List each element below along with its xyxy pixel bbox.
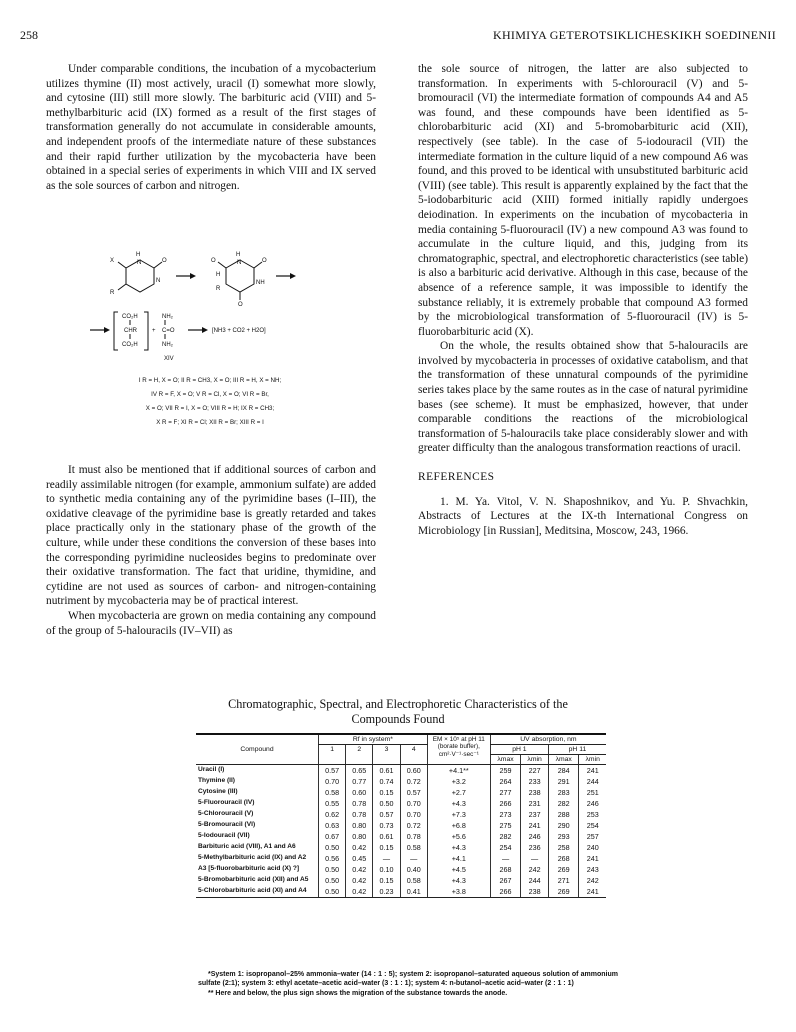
table-cell: 264 [490,776,520,787]
table-row [196,831,606,842]
footnote: *System 1: isopropanol–25% ammonia–water (14 : 1 : 5); system 2: isopropanol–saturated aqueous solution of ammonium sulfate (2:1); system 3: ethyl acetate–acetic acid–water (3 : 1 : 1); system 4: n-butanol–acetic acid–water (2 : 1 : 1) [198,971,618,988]
column-header: 1 [319,745,346,765]
table-cell: 238 [521,787,549,798]
svg-text:CO₂H: CO₂H [122,342,138,348]
table-cell: 0.63 [319,820,346,831]
table-cell: +2.7 [427,787,490,798]
column-header: λmin [579,755,606,765]
table-cell: 267 [490,875,520,886]
svg-text:R: R [216,286,221,292]
scheme-caption: IV R = F, X = O; V R = Cl, X = O; VI R = Br, [151,391,269,398]
table-cell: 244 [579,776,606,787]
column-header: 2 [346,745,373,765]
table-cell: 0.60 [400,765,427,777]
table-row [196,798,606,809]
table-cell: 0.55 [319,798,346,809]
table-cell: 275 [490,820,520,831]
svg-text:N: N [237,260,242,266]
table-row [196,809,606,820]
table-cell: 253 [579,809,606,820]
table-cell: 236 [521,842,549,853]
table-cell: 291 [548,776,578,787]
table-cell: — [400,853,427,864]
left-column-top [46,62,376,193]
table-cell: 0.45 [346,853,373,864]
paragraph: Under comparable conditions, the incubation of a mycobacterium utilizes thymine (II) most actively, uracil (I) somewhat more slowly, and cytosine (III) still more slowly. The barbituric acid (VIII) and 5-methylbarbituric acid (IX) formed as a result of the first stages of transformation generally do not accumulate in considerable amounts, and independent proofs of the intermediate nature of these substances and their rapid further utilization by the mycobacteria have been obtained in a special series of experiments in which VIII and IX served as the sole sources of carbon and nitrogen. [46,63,376,192]
scheme-caption: X = O; VII R = I, X = O; VIII R = H; IX R = CH3; [145,405,275,412]
table-cell: 5-Bromobarbituric acid (XII) and A5 [198,876,309,883]
table-cell: 0.67 [319,831,346,842]
paragraph: When mycobacteria are grown on media containing any compound of the group of 5-halouracils (IV–VII) as [46,609,376,637]
paragraph: It must also be mentioned that if additional sources of carbon and readily assimilable nitrogen (for example, ammonium sulfate) are added to synthetic media containing any of the pyrimidine bases (I–III), the oxidative cleavage of the pyrimidine base is greatly retarded and takes place practically only in the stationary phase of the growth of the culture, while under these conditions the conversion of these bases into the corresponding pyrimidine nucleosides begins to predominate over their oxidative transformation. The fact that uridine, thymidine, and cytidine are not used as sources of carbon- and nitrogen-containing nutriment by mycobacteria may be of practical interest. [46,464,376,608]
table-cell: 246 [579,798,606,809]
svg-text:O: O [238,302,243,308]
table-cell: 284 [548,765,578,777]
table-cell: 277 [490,787,520,798]
table-cell: 5-Methylbarbituric acid (IX) and A2 [198,854,307,861]
intermediate-label: XIV [164,356,174,362]
table-cell: 240 [579,842,606,853]
table-cell: 5-Bromouracil (VI) [198,821,256,828]
svg-text:O: O [162,258,167,264]
svg-text:R: R [110,290,115,296]
table-cell: 0.42 [346,886,373,898]
table-cell: 0.74 [373,776,400,787]
column-header: Rf in system* [319,734,428,745]
svg-text:NH: NH [256,280,265,286]
table-cell: 0.57 [400,787,427,798]
table-row [196,875,606,886]
data-table [196,733,606,898]
table-cell: Cytosine (III) [198,788,238,795]
table-cell: +3.8 [427,886,490,898]
table-cell: 269 [548,886,578,898]
table-cell: 243 [579,864,606,875]
references-heading: REFERENCES [418,471,495,484]
column-header: Compound [196,734,319,765]
table-cell: 241 [579,886,606,898]
table-cell: 0.80 [346,820,373,831]
table-cell: 0.50 [319,842,346,853]
table-cell: 0.56 [319,853,346,864]
table-cell: +4.3 [427,875,490,886]
table-cell: 0.50 [319,875,346,886]
table-cell: 0.15 [373,842,400,853]
column-header: UV absorption, nm [490,734,606,745]
table-cell: Thymine (II) [198,777,235,784]
table-cell: 0.72 [400,776,427,787]
column-header: λmax [548,755,578,765]
column-header: λmin [521,755,549,765]
table-cell: +4.3 [427,842,490,853]
reaction-scheme [40,246,380,446]
table-cell: 0.42 [346,875,373,886]
svg-text:H: H [216,272,221,278]
table-cell: 0.57 [319,765,346,777]
scheme-caption: X R = F; XI R = Cl; XII R = Br; XIII R = I [156,419,264,426]
table-cell: 282 [490,831,520,842]
table-cell: 227 [521,765,549,777]
table-cell: 0.73 [373,820,400,831]
table-cell: 5-Fluorouracil (IV) [198,799,255,806]
table-cell: 0.42 [346,864,373,875]
table-cell: 0.65 [346,765,373,777]
column-header: 3 [373,745,400,765]
svg-text:N: N [137,260,142,266]
right-column [418,62,748,538]
table-cell: 0.10 [373,864,400,875]
table-cell: 0.40 [400,864,427,875]
table-cell: +5.6 [427,831,490,842]
table-cell: 0.57 [373,809,400,820]
table-cell: 258 [548,842,578,853]
table-cell: 0.78 [346,809,373,820]
table-cell: 231 [521,798,549,809]
table-row [196,853,606,864]
journal-title: KHIMIYA GETEROTSIKLICHESKIKH SOEDINENII [492,28,776,42]
table-cell: +6.8 [427,820,490,831]
table-cell: A3 [5-fluorobarbituric acid (X) ?] [198,865,300,872]
table-cell: 0.70 [400,798,427,809]
table-cell: 0.50 [373,798,400,809]
left-column-bottom [46,463,376,638]
table-cell: 237 [521,809,549,820]
table-cell: 257 [579,831,606,842]
table-cell: 0.15 [373,875,400,886]
table-cell: — [490,853,520,864]
svg-text:CHR: CHR [124,328,137,334]
page-header [20,28,776,44]
table-cell: Barbituric acid (VIII), A1 and A6 [198,843,296,850]
table-cell: 266 [490,886,520,898]
table-cell: 254 [579,820,606,831]
table-cell: 0.42 [346,842,373,853]
table-cell: 259 [490,765,520,777]
table-cell: 0.80 [346,831,373,842]
table-cell: 0.60 [346,787,373,798]
table-cell: 0.77 [346,776,373,787]
table-cell: 0.72 [400,820,427,831]
scheme-product: [NH3 + CO2 + H2O] [212,328,266,334]
paragraph: On the whole, the results obtained show that 5-halouracils are involved by mycobacteria in processes of oxidative catabolism, and that the transformation of these unnatural compounds of the pyrimidine series takes place by the same routes as in the case of natural pyrimidine bases (see scheme). It must be emphasized, however, that under comparable conditions the reactions of the microbiological transformation of 5-halouracils take place considerably slower and with greater difficulty than the analogous transformation reactions of uracil. [418,340,748,455]
table-cell: 241 [579,765,606,777]
table-cell: — [373,853,400,864]
table-cell: 242 [579,875,606,886]
page-number: 258 [20,28,38,42]
table-cell: 251 [579,787,606,798]
table-cell: 0.50 [319,864,346,875]
svg-text:N: N [156,278,161,284]
table-cell: +7.3 [427,809,490,820]
column-header: 4 [400,745,427,765]
table-title: Chromatographic, Spectral, and Electrophoretic Characteristics of the Compounds Found [228,697,568,726]
column-header: EM × 10⁵ at pH 11 (borate buffer), cm²·V⁻¹·sec⁻¹ [427,734,490,765]
table-cell: — [521,853,549,864]
svg-text:H: H [236,252,241,258]
table-cell: 0.58 [319,787,346,798]
table-footnotes [198,970,618,998]
table-cell: 244 [521,875,549,886]
table-cell: 233 [521,776,549,787]
table-row [196,776,606,787]
table-cell: +4.5 [427,864,490,875]
table-cell: 290 [548,820,578,831]
table-cell: 241 [579,853,606,864]
reference-item: 1. M. Ya. Vitol, V. N. Shaposhnikov, and Yu. P. Shvachkin, Abstracts of Lectures at the IX-th International Congress on Microbiology [in Russian], Meditsina, Moscow, 243, 1966. [418,495,748,537]
table-cell: 268 [548,853,578,864]
table-row [196,864,606,875]
column-header: pH 1 [490,745,548,755]
table-cell: 0.70 [400,809,427,820]
table-cell: 0.58 [400,842,427,853]
table-cell: 0.61 [373,765,400,777]
references-section [418,470,748,538]
table-cell: 0.78 [346,798,373,809]
table-cell: 0.58 [400,875,427,886]
svg-text:O: O [262,258,267,264]
table-cell: 0.41 [400,886,427,898]
table-cell: 254 [490,842,520,853]
table-cell: 5-Chlorobarbituric acid (XI) and A4 [196,886,319,898]
table-cell: 5-Chlorouracil (V) [198,810,254,817]
column-header: λmax [490,755,520,765]
scheme-caption: I R = H, X = O; II R = CH3, X = O; III R = H, X = NH; [138,377,282,384]
table-cell: 238 [521,886,549,898]
table-cell: 246 [521,831,549,842]
footnote: ** Here and below, the plus sign shows the migration of the substance towards the anode. [208,989,508,997]
svg-text:O: O [211,258,216,264]
table-cell: 269 [548,864,578,875]
table-row [196,787,606,798]
svg-text:H: H [136,252,141,258]
table-cell: 0.70 [319,776,346,787]
table-cell: 268 [490,864,520,875]
table-cell: 271 [548,875,578,886]
column-header: pH 11 [548,745,606,755]
table-cell: 266 [490,798,520,809]
table-cell: +4.1 [427,853,490,864]
table-cell: 273 [490,809,520,820]
table-row [196,886,606,898]
table-cell: 283 [548,787,578,798]
svg-text:CO₂H: CO₂H [122,314,138,320]
table-cell: 0.78 [400,831,427,842]
svg-text:C=O: C=O [162,328,175,334]
table-cell: 0.61 [373,831,400,842]
table-cell: 241 [521,820,549,831]
table-cell: +4.1** [427,765,490,777]
table-cell: +3.2 [427,776,490,787]
svg-text:NH₂: NH₂ [162,342,173,348]
table-row [196,820,606,831]
table-cell: 0.23 [373,886,400,898]
table-cell: +4.3 [427,798,490,809]
table-cell: 288 [548,809,578,820]
table-cell: 0.50 [319,886,346,898]
table-row [196,765,606,777]
table-cell: 0.62 [319,809,346,820]
table-cell: 242 [521,864,549,875]
table-row [196,842,606,853]
table-cell: 0.15 [373,787,400,798]
table-cell: Uracil (I) [198,766,225,773]
svg-text:NH₂: NH₂ [162,314,173,320]
svg-text:X: X [110,258,115,264]
table-cell: 293 [548,831,578,842]
reaction-scheme-drawing [40,246,380,376]
table-cell: 282 [548,798,578,809]
svg-text:+: + [152,328,156,334]
table-cell: 5-Iodouracil (VII) [198,832,250,839]
paragraph: the sole source of nitrogen, the latter are also subjected to transformation. In experiments with 5-chlorouracil (V) and 5-bromouracil (VI) the intermediate formation of compounds A4 and A5 was found, and these compounds have been identified as 5-chlorobarbituric acid (XI) and 5-bromobarbituric acid (XII), respectively (see table). In the case of 5-iodouracil (VII) the intermediate formation in the culture liquid of a new compound A6 was found, and this proved to be identical with unsubstituted barbituric acid (VIII) (see table). This result is apparently explained by the fact that the 5-iodobarbituric acid (XIII) formed initially rapidly undergoes deiodination. In experiments on the incubation of mycobacteria in media containing 5-fluorouracil (IV) a new compound A3 was found to accumulate in the culture liquid, and this, judging from its chromatographic, spectral, and electrophoretic characteristics (see table) is also a barbituric acid derivative. Although in this case, because of the absence of a reference sample, it was impossible to identify the substance reliably, it is extremely probable that compound A3 formed by the microbiological transformation of 5-fluorouracil (IV) is 5-fluorobarbituric acid (X). [418,63,748,338]
